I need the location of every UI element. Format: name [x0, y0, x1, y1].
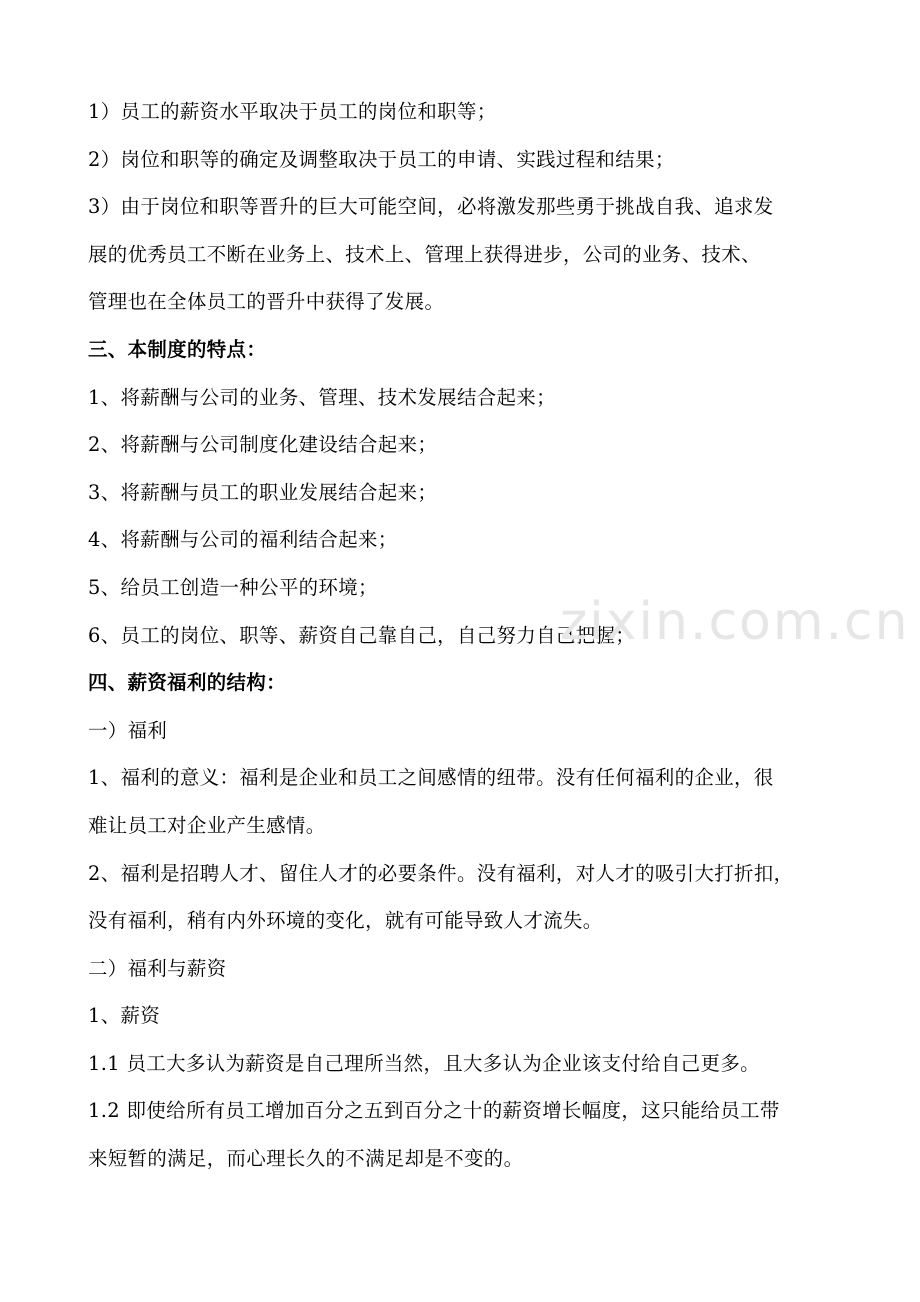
text-line: 3）由于岗位和职等晋升的巨大可能空间，必将激发那些勇于挑战自我、追求发 — [88, 195, 774, 219]
text-line: 没有福利，稍有内外环境的变化，就有可能导致人才流失。 — [88, 909, 603, 933]
text-line: 1.1 员工大多认为薪资是自己理所当然，且大多认为企业该支付给自己更多。 — [88, 1051, 760, 1075]
text-line: 2、福利是招聘人才、留住人才的必要条件。没有福利，对人才的吸引大打折扣， — [88, 861, 794, 885]
section-heading-3: 三、本制度的特点： — [88, 337, 267, 361]
text-line: 管理也在全体员工的晋升中获得了发展。 — [88, 290, 445, 314]
document-body — [88, 88, 834, 1183]
subsection-heading: 一）福利 — [88, 718, 168, 742]
section-heading-4: 四、薪资福利的结构： — [88, 671, 286, 695]
text-line: 5、给员工创造一种公平的环境； — [88, 575, 378, 599]
text-line: 2）岗位和职等的确定及调整取决于员工的申请、实践过程和结果； — [88, 147, 675, 171]
text-line: 3、将薪酬与员工的职业发展结合起来； — [88, 480, 438, 504]
watermark: zixin.com.cn — [560, 592, 910, 652]
text-line: 来短暂的满足，而心理长久的不满足却是不变的。 — [88, 1147, 524, 1171]
text-line: 1、将薪酬与公司的业务、管理、技术发展结合起来； — [88, 385, 556, 409]
text-line: 1、薪资 — [88, 1004, 161, 1028]
text-line: 2、将薪酬与公司制度化建设结合起来； — [88, 433, 438, 457]
text-line: 1.2 即使给所有员工增加百分之五到百分之十的薪资增长幅度，这只能给员工带 — [88, 1099, 780, 1123]
text-line: 6、员工的岗位、职等、薪资自己靠自己，自己努力自己把握； — [88, 623, 636, 647]
text-line: 展的优秀员工不断在业务上、技术上、管理上获得进步，公司的业务、技术、 — [88, 242, 761, 266]
text-line: 4、将薪酬与公司的福利结合起来； — [88, 528, 398, 552]
text-line: 1、福利的意义：福利是企业和员工之间感情的纽带。没有任何福利的企业，很 — [88, 766, 774, 790]
text-line: 难让员工对企业产生感情。 — [88, 813, 326, 837]
subsection-heading: 二）福利与薪资 — [88, 956, 227, 980]
text-line: 1）员工的薪资水平取决于员工的岗位和职等； — [88, 100, 497, 123]
